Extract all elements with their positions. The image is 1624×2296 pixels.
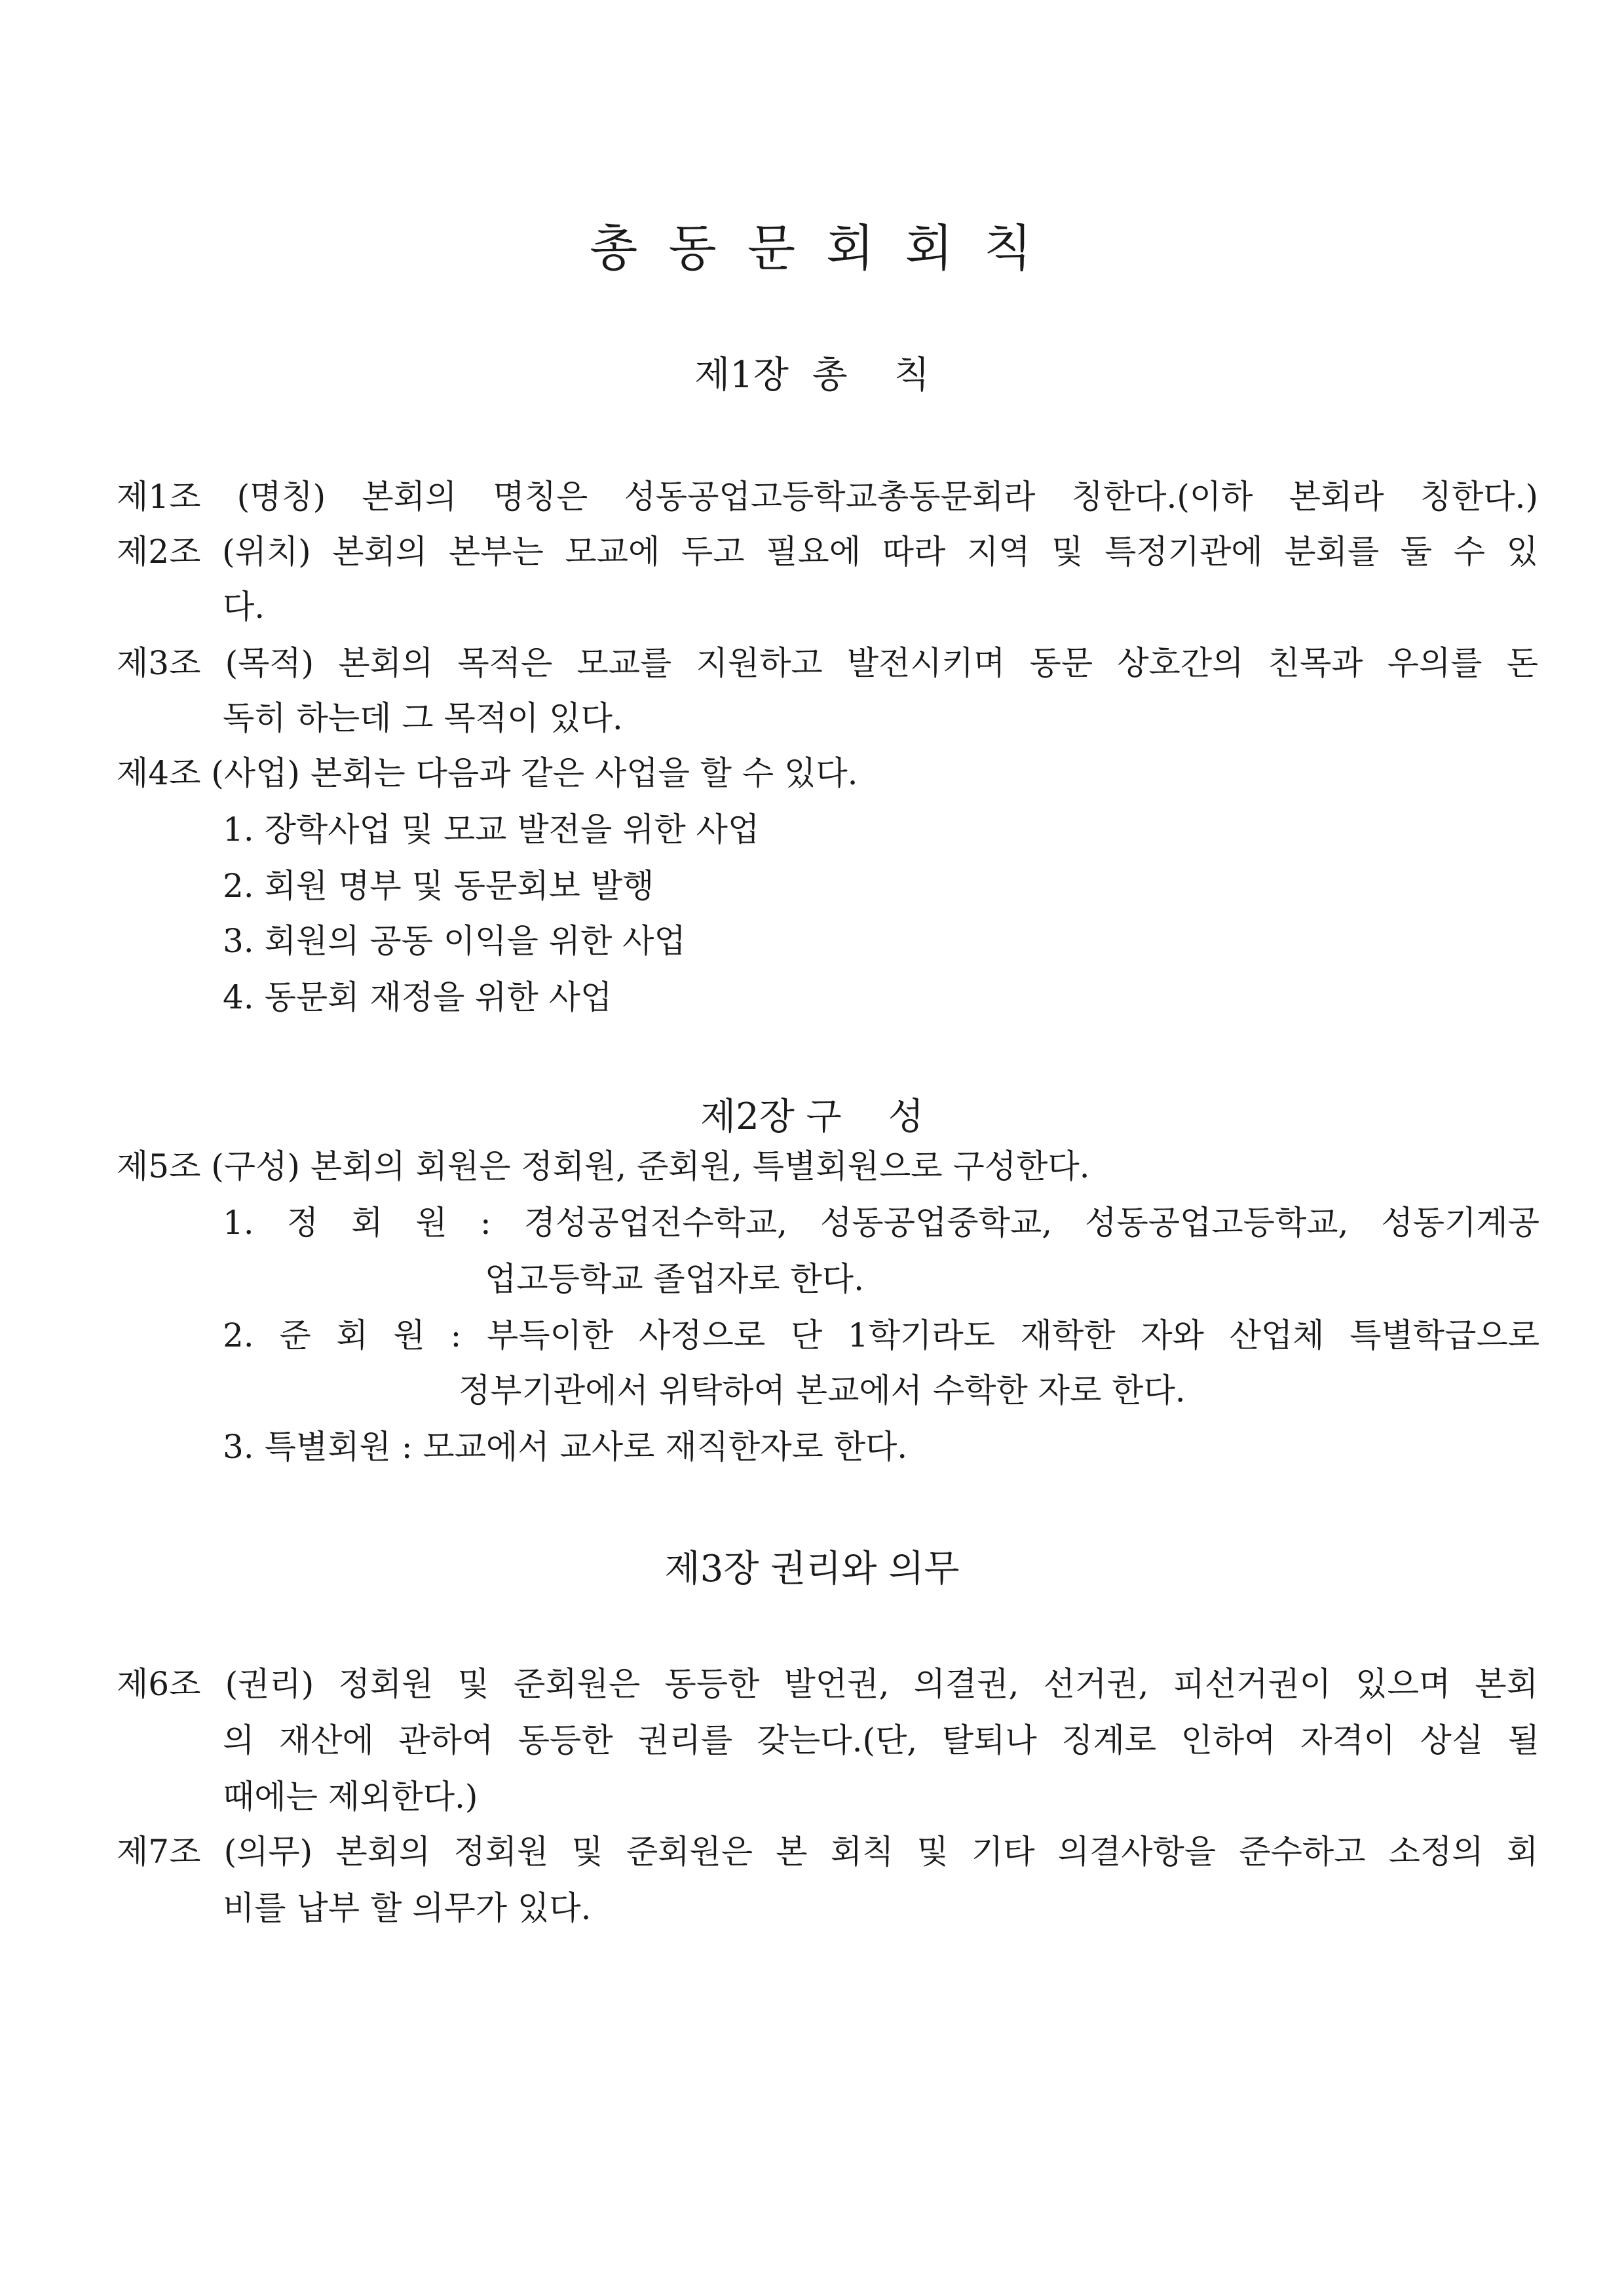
chapter-2-heading: 제2장 구 성	[700, 1096, 924, 1138]
article-4-item-4: 4. 동문회 재정을 위한 사업	[223, 978, 613, 1016]
article-2-line-1: 제2조 (위치) 본회의 본부는 모교에 두고 필요에 따라 지역 및 특정기관에 분회를 둘 수 있	[117, 533, 1538, 571]
article-6-line-1: 제6조 (권리) 정회원 및 준회원은 동등한 발언권, 의결권, 선거권, 피선거권이 있으며 본회	[117, 1665, 1538, 1703]
article-3-line-2: 독히 하는데 그 목적이 있다.	[223, 699, 623, 737]
article-5-item-1-line-2: 업고등학교 졸업자로 한다.	[485, 1260, 864, 1298]
article-6-line-3: 때에는 제외한다.)	[223, 1778, 478, 1816]
article-1: 제1조 (명칭) 본회의 명칭은 성동공업고등학교총동문회라 칭한다.(이하 본회라 칭한다.)	[117, 478, 1538, 516]
article-6-line-2: 의 재산에 관하여 동등한 권리를 갖는다.(단, 탈퇴나 징계로 인하여 자격이 상실 될	[223, 1721, 1539, 1759]
document-title: 총 동 문 회 회 칙	[589, 219, 1035, 277]
chapter-1-heading: 제1장 총 칙	[694, 354, 930, 396]
article-5-item-3: 3. 특별회원 : 모교에서 교사로 재직한자로 한다.	[223, 1428, 908, 1466]
article-5-item-1-line-1: 1. 정 회 원 : 경성공업전수학교, 성동공업중학교, 성동공업고등학교, 성동기계공	[223, 1204, 1539, 1242]
article-7-line-1: 제7조 (의무) 본회의 정회원 및 준회원은 본 회칙 및 기타 의결사항을 준수하고 소정의 회	[117, 1833, 1538, 1871]
article-2-line-2: 다.	[223, 588, 265, 626]
article-4-item-2: 2. 회원 명부 및 동문회보 발행	[223, 867, 654, 905]
article-3-line-1: 제3조 (목적) 본회의 목적은 모교를 지원하고 발전시키며 동문 상호간의 친목과 우의를 돈	[117, 644, 1538, 682]
article-4-item-3: 3. 회원의 공동 이익을 위한 사업	[223, 922, 686, 960]
article-4: 제4조 (사업) 본회는 다음과 같은 사업을 할 수 있다.	[117, 754, 858, 792]
article-7-line-2: 비를 납부 할 의무가 있다.	[223, 1889, 592, 1927]
article-5-item-2-line-1: 2. 준 회 원 : 부득이한 사정으로 단 1학기라도 재학한 자와 산업체 특별학급으로	[223, 1316, 1539, 1354]
chapter-3-heading: 제3장 권리와 의무	[664, 1548, 960, 1590]
article-5-item-2-line-2: 정부기관에서 위탁하여 본교에서 수학한 자로 한다.	[459, 1371, 1186, 1409]
article-5: 제5조 (구성) 본회의 회원은 정회원, 준회원, 특별회원으로 구성한다.	[117, 1147, 1090, 1185]
article-4-item-1: 1. 장학사업 및 모교 발전을 위한 사업	[223, 811, 760, 849]
